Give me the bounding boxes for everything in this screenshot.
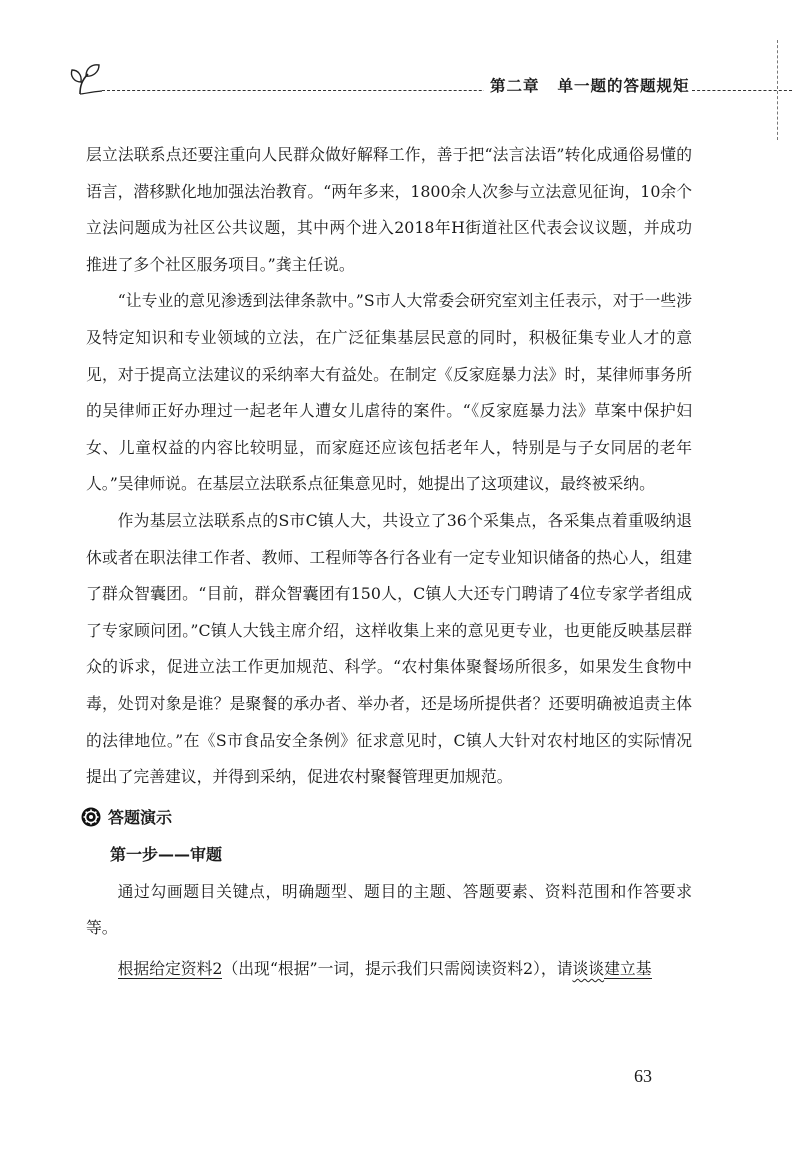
step-heading: 第一步——审题 [110,844,223,864]
header-text [484,74,696,96]
gear-icon [81,807,101,827]
keyword-basis: 根据 [117,958,150,978]
chapter-label: 第二章 [490,77,540,95]
section-heading-label: 答题演示 [108,808,173,828]
question-note: （出现“根据”一词，提示我们只需阅读资料2），请 [222,958,573,978]
leaf-icon [66,60,106,98]
section-heading [81,798,692,836]
keyword-establish: 建立基 [604,958,652,978]
question-paragraph [86,951,692,988]
chapter-title: 单一题的答题规矩 [557,77,690,95]
keyword-discuss: 谈谈 [572,958,605,978]
running-header [66,60,796,100]
body-text [86,137,692,987]
paragraph-1: 层立法联系点还要注重向人民群众做好解释工作，善于把“法言法语”转化成通俗易懂的语言，潜移默化地加强法治教育。“两年多来，1800余人次参与立法意见征询，10余个立法问题成为社区公共议题，其中两个进入2018年H街道社区代表会议议题，并成功推进了多个社区服务项目。”龚主任说。 [86,145,692,274]
keyword-material: 给定资料2 [149,958,223,978]
paragraph-2: “让专业的意见渗透到法律条款中。”S市人大常委会研究室刘主任表示，对于一些涉及特定知识和专业领域的立法，在广泛征集基层民意的同时，积极征集专业人才的意见，对于提高立法建议的采纳率大有益处。在制定《反家庭暴力法》时，某律师事务所的吴律师正好办理过一起老年人遭女儿虐待的案件。“《反家庭暴力法》草案中保护妇女、儿童权益的内容比较明显，而家庭还应该包括老年人，特别是与子女同居的老年人。”吴律师说。在基层立法联系点征集意见时，她提出了这项建议，最终被采纳。 [86,291,692,494]
step-paragraph: 通过勾画题目关键点，明确题型、题目的主题、答题要素、资料范围和作答要求等。 [86,881,692,938]
page-edge-marks [777,40,780,140]
header-rule-left [102,90,532,91]
paragraph-3: 作为基层立法联系点的S市C镇人大，共设立了36个采集点，各采集点着重吸纳退休或者在职法律工作者、教师、工程师等各行各业有一定专业知识储备的热心人，组建了群众智囊团。“目前，群众智囊团有150人，C镇人大还专门聘请了4位专家学者组成了专家顾问团。”C镇人大钱主席介绍，这样收集上来的意见更专业，也更能反映基层群众的诉求，促进立法工作更加规范、科学。“农村集体聚餐场所很多，如果发生食物中毒，处罚对象是谁？是聚餐的承办者、举办者，还是场所提供者？还要明确被追责主体的法律地位。”在《S市食品安全条例》征求意见时，C镇人大针对农村地区的实际情况提出了完善建议，并得到采纳，促进农村聚餐管理更加规范。 [86,510,692,787]
page-number: 63 [634,1066,652,1086]
